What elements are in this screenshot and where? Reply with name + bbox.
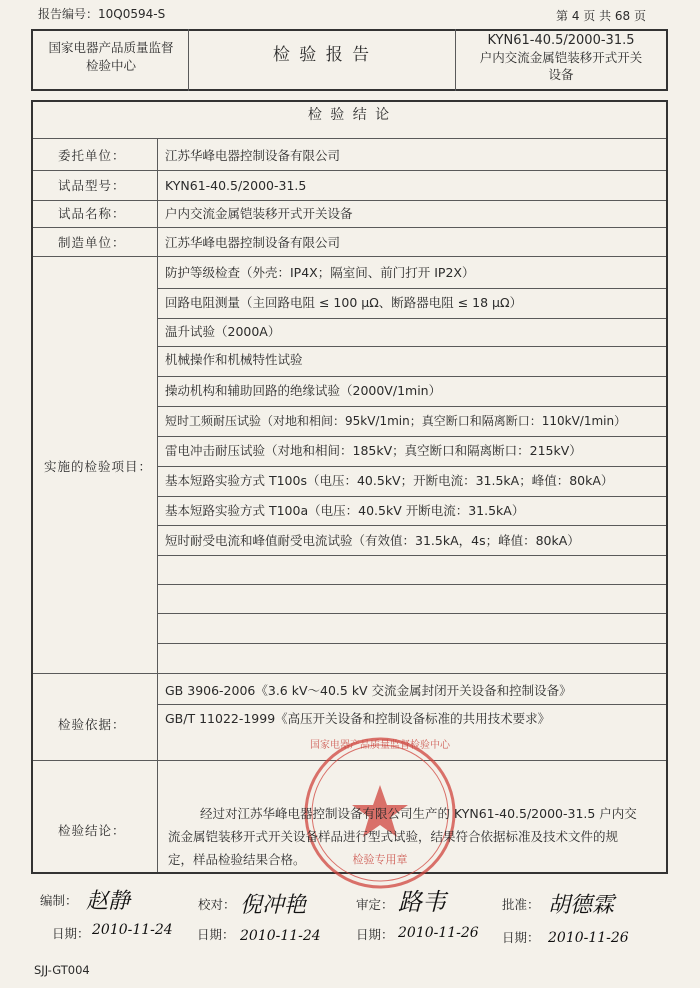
model-label: 试品型号： (58, 178, 126, 193)
maker-label: 制造单位： (58, 235, 126, 250)
header-bottom-border (31, 89, 668, 91)
date-label: 日期： (52, 926, 90, 941)
document-title: 检 验 报 告 (272, 45, 372, 65)
row-line (33, 170, 666, 171)
tests-label: 实施的检验项目： (44, 459, 153, 474)
compiled-by-label: 编制： (40, 893, 78, 908)
section-title: 检 验 结 论 (307, 107, 392, 123)
seal-text: 国家电器产品质量监督检验中心 (310, 740, 450, 751)
row-line (157, 376, 666, 377)
date-label: 日期： (502, 930, 540, 945)
conclusion-line1: 经过对江苏华峰电器控制设备有限公司生产的 KYN61-40.5/2000-31.5 户内交 (200, 806, 637, 821)
approved-signature: 胡德霖 (548, 893, 615, 918)
header-divider-2 (455, 29, 456, 91)
row-line (157, 406, 666, 407)
reviewed-by-label: 审定： (356, 897, 394, 912)
compiled-date: 2010-11-24 (92, 922, 173, 938)
conclusion-line3: 定，样品检验结果合格。 (168, 852, 306, 867)
basis-label: 检验依据： (58, 717, 126, 732)
client-value: 江苏华峰电器控制设备有限公司 (165, 148, 341, 163)
row-line (157, 466, 666, 467)
row-line (157, 613, 666, 614)
basis-standard-2: GB/T 11022-1999《高压开关设备和控制设备标准的共用技术要求》 (165, 711, 551, 726)
row-line (33, 256, 666, 257)
row-line (33, 138, 666, 139)
test-item: 操动机构和辅助回路的绝缘试验（2000V/1min） (165, 383, 442, 398)
conclusion-line2: 流金属铠装移开式开关设备样品进行型式试验，结果符合依据标准及技术文件的规 (168, 829, 619, 844)
row-line (157, 436, 666, 437)
row-line (157, 346, 666, 347)
row-line (157, 525, 666, 526)
test-item: 短时耐受电流和峰值耐受电流试验（有效值：31.5kA，4s；峰值：80kA） (165, 533, 580, 548)
label-column-divider (157, 138, 158, 872)
maker-value: 江苏华峰电器控制设备有限公司 (165, 235, 341, 250)
reviewed-signature: 路韦 (398, 888, 446, 916)
table-right-border (666, 100, 668, 873)
row-line (157, 584, 666, 585)
row-line (33, 673, 666, 674)
row-line (157, 288, 666, 289)
name-value: 户内交流金属铠装移开式开关设备 (165, 206, 353, 221)
org-name-line2: 检验中心 (85, 58, 136, 73)
row-line (157, 496, 666, 497)
header-divider-1 (188, 29, 189, 91)
test-item: 防护等级检查（外壳：IP4X；隔室间、前门打开 IP2X） (165, 265, 475, 280)
checked-by-label: 校对： (198, 897, 236, 912)
org-name-line1: 国家电器产品质量监督 (48, 40, 174, 55)
name-label: 试品名称： (58, 206, 126, 221)
row-line (157, 318, 666, 319)
test-item: 短时工频耐压试验（对地和相间：95kV/1min；真空断口和隔离断口：110kV/1min） (165, 414, 627, 428)
form-code: SJJ-GT004 (34, 963, 90, 977)
page-info: 第 4 页 共 68 页 (556, 9, 646, 23)
basis-standard-1: GB 3906-2006《3.6 kV～40.5 kV 交流金属封闭开关设备和控制设备》 (165, 683, 572, 698)
reviewed-date: 2010-11-26 (398, 925, 479, 941)
test-item: 基本短路实验方式 T100s（电压：40.5kV；开断电流：31.5kA；峰值：80kA） (165, 473, 614, 488)
header-top-border (31, 29, 668, 31)
row-line (33, 227, 666, 228)
report-number: 报告编号：10Q0594-S (38, 7, 166, 21)
seal-subtext: 检验专用章 (352, 853, 408, 866)
header-right-border (666, 29, 668, 91)
test-item: 回路电阻测量（主回路电阻 ≤ 100 μΩ、断路器电阻 ≤ 18 μΩ） (165, 295, 523, 310)
test-item: 机械操作和机械特性试验 (165, 352, 303, 367)
row-line (157, 704, 666, 705)
row-line (157, 643, 666, 644)
approved-date: 2010-11-26 (548, 930, 629, 946)
header-left-border (31, 29, 33, 91)
test-item: 温升试验（2000A） (165, 324, 281, 339)
table-top-border (31, 100, 668, 102)
table-left-border (31, 100, 33, 873)
model-value: KYN61-40.5/2000-31.5 (165, 178, 307, 193)
header-product-line1: 户内交流金属铠装移开式开关 (479, 50, 643, 65)
row-line (33, 200, 666, 201)
checked-signature: 倪冲艳 (240, 893, 307, 918)
conclusion-label: 检验结论： (58, 823, 126, 838)
test-item: 雷电冲击耐压试验（对地和相间：185kV；真空断口和隔离断口：215kV） (165, 443, 582, 458)
date-label: 日期： (356, 927, 394, 942)
approved-by-label: 批准： (502, 897, 540, 912)
header-model: KYN61-40.5/2000-31.5 (487, 33, 635, 48)
header-product-line2: 设备 (548, 67, 574, 82)
date-label: 日期： (197, 927, 235, 942)
checked-date: 2010-11-24 (240, 928, 321, 944)
compiled-signature: 赵静 (86, 889, 131, 914)
test-item: 基本短路实验方式 T100a（电压：40.5kV 开断电流：31.5kA） (165, 503, 525, 518)
client-label: 委托单位： (58, 148, 126, 163)
row-line (157, 555, 666, 556)
